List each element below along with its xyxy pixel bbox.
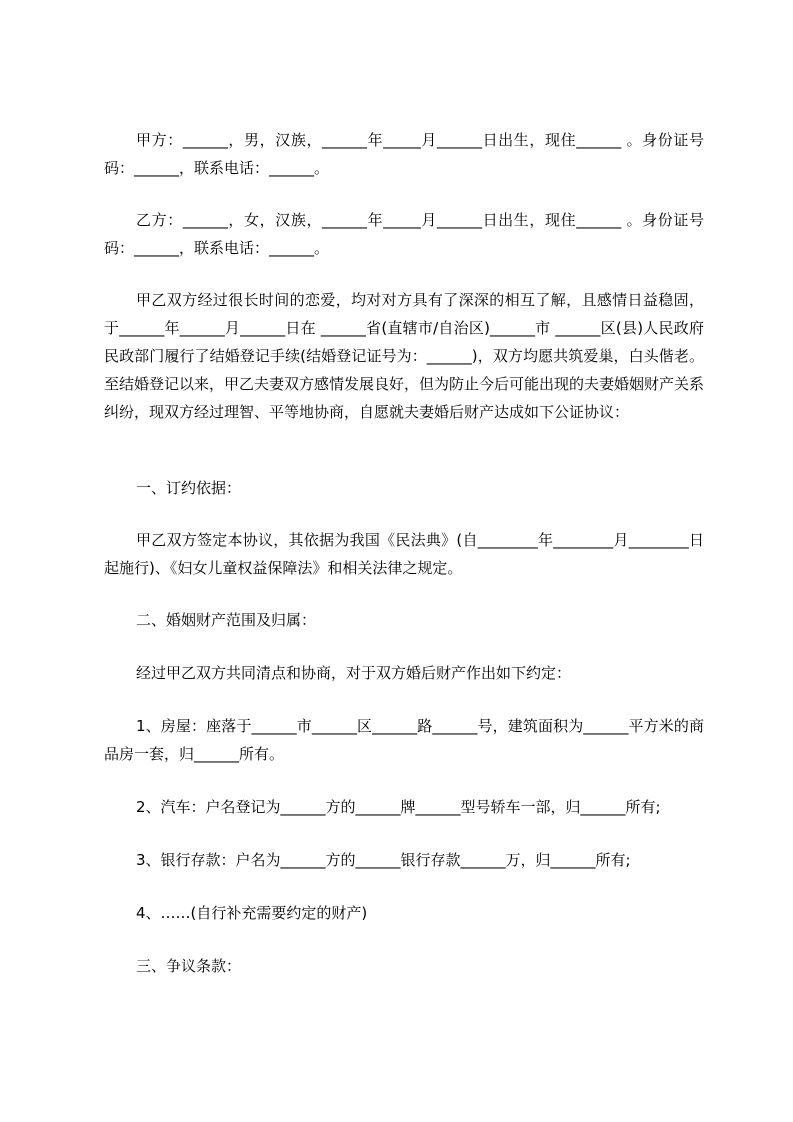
property-item-bank: 3、银行存款：户名为______方的______银行存款______万，归______所有; (136, 851, 631, 869)
property-item-house: 1、房屋：座落于______市______区______路______号，建筑面积为______平方米的商品房一套，归______所有。 (104, 717, 704, 763)
property-item-other: 4、……(自行补充需要约定的财产) (136, 904, 368, 922)
section-1-body: 甲乙双方签定本协议，其依据为我国《民法典》(自________年________月________日起施行)、《妇女儿童权益保障法》和相关法律之规定。 (104, 531, 704, 577)
party-a-paragraph: 甲方：______，男，汉族，______年_____月______日出生，现住______ 。身份证号码：______，联系电话：______。 (104, 131, 704, 177)
section-2-heading: 二、婚姻财产范围及归属： (136, 611, 317, 629)
intro-paragraph: 甲乙双方经过很长时间的恋爱，均对对方具有了深深的相互了解，且感情日益稳固，于______年______月______日在 ______省(直辖市/自治区)______市 ______区(县)人民政府民政部门履行了结婚登记手续(结婚登记证号为：______)，双方均愿共筑爱巢，白头偕老。至结婚登记以来，甲乙夫妻双方感情发展良好，但为防止今后可能出现的夫妻婚姻财产关系纠纷，现双方经过理智、平等地协商，自愿就夫妻婚后财产达成如下公证协议： (104, 291, 705, 421)
section-3-heading: 三、争议条款： (136, 957, 242, 975)
section-1-heading: 一、订约依据： (136, 479, 242, 497)
property-item-car: 2、汽车：户名登记为______方的______牌______型号轿车一部，归______所有; (136, 798, 661, 816)
party-b-paragraph: 乙方：______，女，汉族，______年_____月______日出生，现住______ 。身份证号码：______，联系电话：______。 (104, 211, 704, 257)
section-2-intro: 经过甲乙双方共同清点和协商，对于双方婚后财产作出如下约定： (136, 664, 572, 682)
